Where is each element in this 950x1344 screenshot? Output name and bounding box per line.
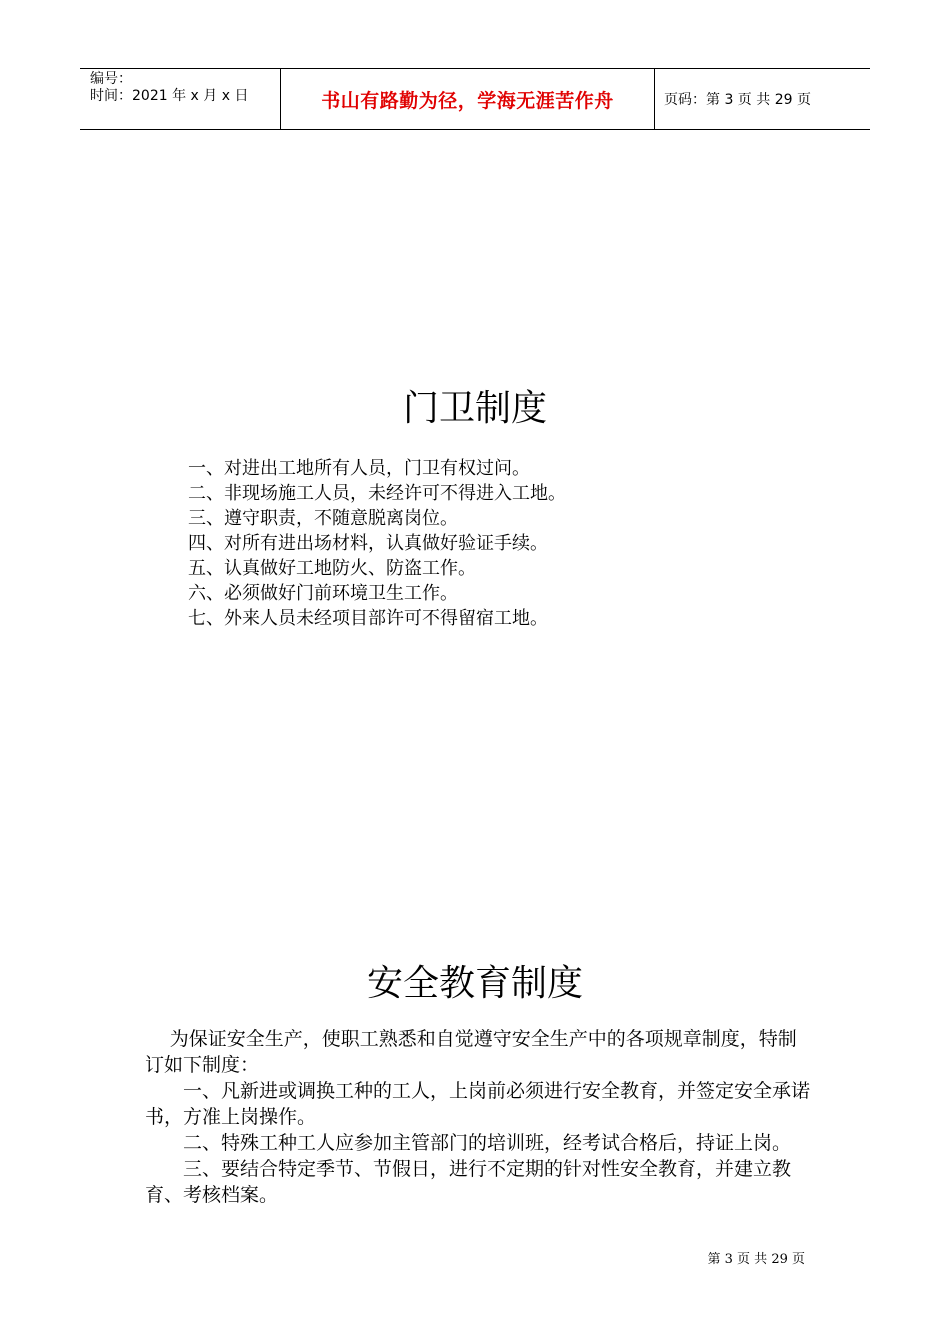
paragraph: 二、特殊工种工人应参加主管部门的培训班，经考试合格后，持证上岗。 — [183, 1132, 792, 1154]
document-time-label: 时间：2021 年 x 月 x 日 — [90, 88, 249, 104]
list-item: 四、对所有进出场材料，认真做好验证手续。 — [188, 533, 548, 554]
list-item: 一、对进出工地所有人员，门卫有权过问。 — [188, 458, 530, 479]
list-item: 二、非现场施工人员，未经许可不得进入工地。 — [188, 483, 566, 504]
paragraph: 一、凡新进或调换工种的工人，上岗前必须进行安全教育，并签定安全承诺书，方准上岗操作。 — [145, 1080, 811, 1128]
section-title-safety-education: 安全教育制度 — [366, 963, 583, 1004]
header-page-cell — [655, 69, 870, 129]
header-page-number: 页码：第 3 页 共 29 页 — [664, 92, 811, 108]
section-title-gate-rules: 门卫制度 — [402, 388, 547, 429]
header-motto-cell — [281, 69, 655, 129]
list-item: 五、认真做好工地防火、防盗工作。 — [188, 558, 476, 579]
list-item: 七、外来人员未经项目部许可不得留宿工地。 — [188, 608, 548, 629]
list-item: 三、遵守职责，不随意脱离岗位。 — [188, 508, 458, 529]
gate-rules-list — [188, 456, 566, 631]
page-header — [80, 68, 870, 130]
safety-education-body — [145, 1026, 810, 1208]
header-motto: 书山有路勤为径，学海无涯苦作舟 — [321, 89, 614, 112]
header-meta — [80, 69, 281, 129]
document-number-label: 编号： — [90, 71, 132, 87]
paragraph: 为保证安全生产，使职工熟悉和自觉遵守安全生产中的各项规章制度，特制订如下制度： — [145, 1028, 797, 1076]
list-item: 六、必须做好门前环境卫生工作。 — [188, 583, 458, 604]
paragraph: 三、要结合特定季节、节假日，进行不定期的针对性安全教育，并建立教育、考核档案。 — [145, 1158, 792, 1206]
page-footer: 第 3 页 共 29 页 — [707, 1252, 805, 1267]
